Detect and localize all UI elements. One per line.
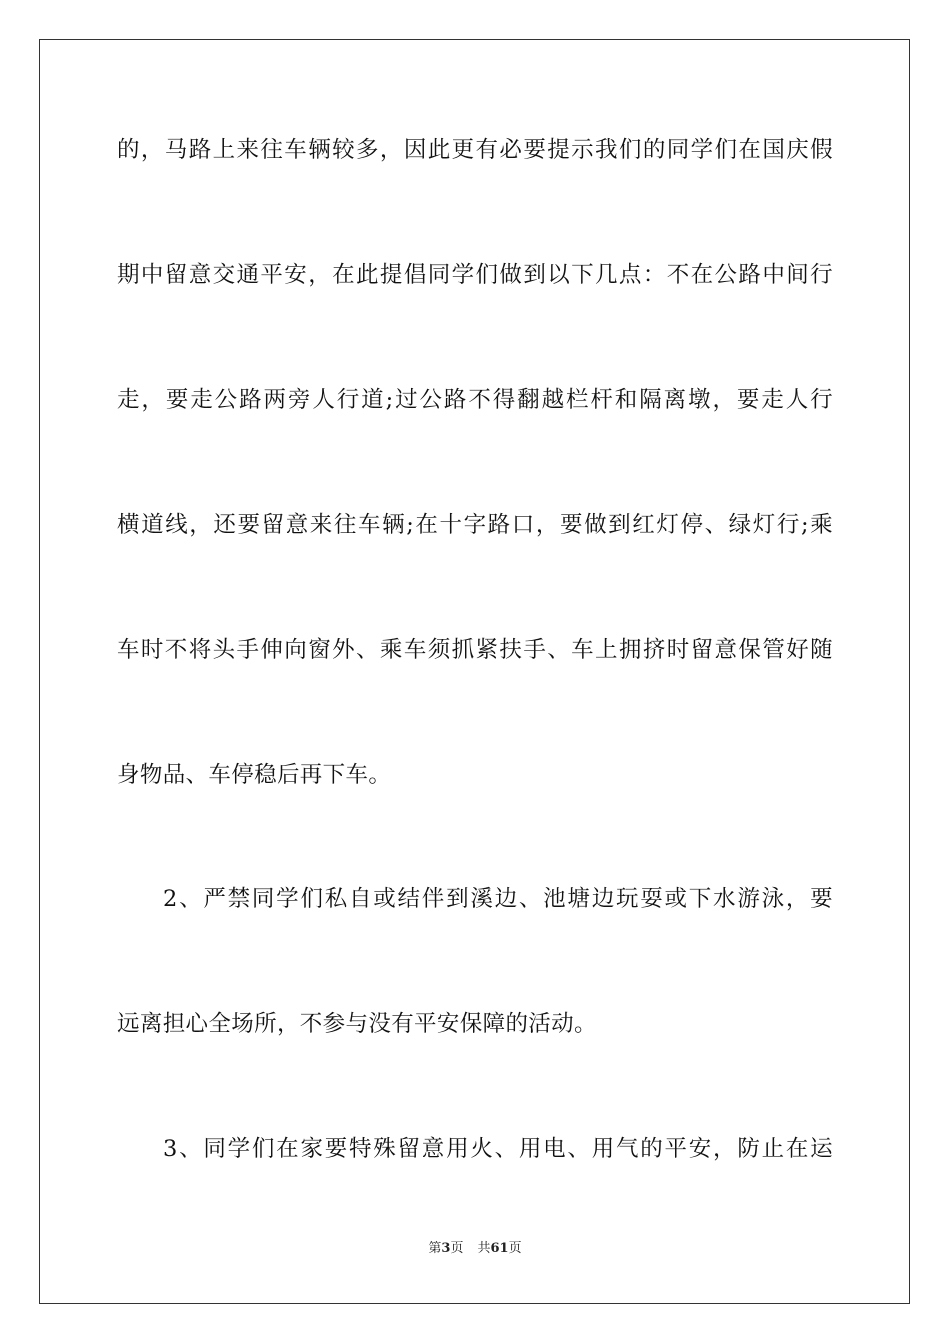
paragraph-line-1: 的，马路上来往车辆较多，因此更有必要提示我们的同学们在国庆假 [117, 137, 833, 163]
page-border [39, 39, 910, 1304]
paragraph-line-9: 3、同学们在家要特殊留意用火、用电、用气的平安，防止在运 [163, 1136, 833, 1162]
paragraph-line-4: 横道线，还要留意来往车辆;在十字路口，要做到红灯停、绿灯行;乘 [117, 512, 833, 538]
page-label-prefix: 第 [428, 1241, 442, 1256]
total-label-prefix: 共 [477, 1241, 491, 1256]
page-number: 3 [441, 1241, 451, 1256]
page-footer [0, 1240, 950, 1258]
paragraph-line-5: 车时不将头手伸向窗外、乘车须抓紧扶手、车上拥挤时留意保管好随 [117, 637, 833, 663]
paragraph-line-2: 期中留意交通平安，在此提倡同学们做到以下几点：不在公路中间行 [117, 262, 833, 288]
total-pages: 61 [490, 1241, 509, 1256]
total-label-suffix: 页 [508, 1241, 522, 1256]
paragraph-line-8: 远离担心全场所，不参与没有平安保障的活动。 [117, 1011, 597, 1037]
paragraph-line-3: 走，要走公路两旁人行道;过公路不得翻越栏杆和隔离墩，要走人行 [117, 387, 833, 413]
page-label-suffix: 页 [450, 1241, 464, 1256]
paragraph-line-7: 2、严禁同学们私自或结伴到溪边、池塘边玩耍或下水游泳，要 [163, 886, 833, 912]
paragraph-line-6: 身物品、车停稳后再下车。 [117, 762, 392, 788]
